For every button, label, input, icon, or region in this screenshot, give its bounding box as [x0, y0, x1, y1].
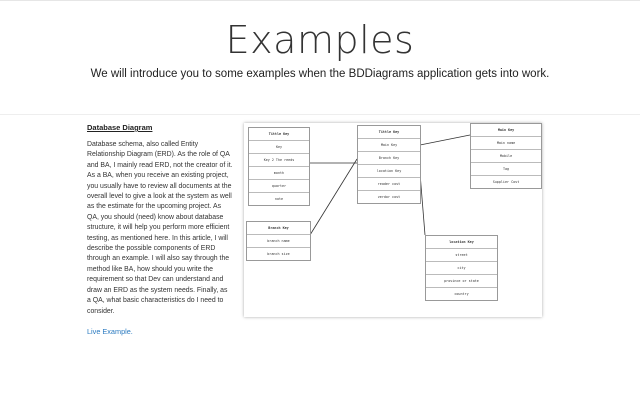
- entity-field: location Key: [358, 165, 420, 178]
- entity-field: Supplier Cost: [492, 180, 520, 184]
- entity-field: Key: [249, 141, 309, 154]
- hero: [0, 18, 640, 80]
- entity-field: verdor cost: [377, 195, 401, 199]
- page-subtitle: We will introduce you to some examples when the BDDiagrams application gets into work.: [90, 68, 550, 80]
- entity-field: Branch Key: [358, 152, 420, 165]
- entity-field: country: [454, 292, 469, 296]
- entity-header: Tittle Key: [358, 126, 420, 139]
- entity-field: Tag: [471, 163, 541, 176]
- entity-field: city: [426, 262, 497, 275]
- entity-field: Main Key: [358, 139, 420, 152]
- example-description: [87, 123, 233, 336]
- example-heading: Database Diagram: [87, 123, 153, 132]
- entity-header: Main Key: [471, 124, 541, 137]
- entity-field: month: [249, 167, 309, 180]
- entity-header: Branch Key: [247, 222, 310, 235]
- top-divider: [0, 0, 640, 1]
- entity-table[interactable]: [425, 235, 498, 301]
- example-section: [0, 114, 640, 401]
- erd-diagram: [244, 123, 542, 317]
- entity-field: province or state: [426, 275, 497, 288]
- entity-field: branch size: [267, 252, 290, 256]
- entity-field: branch name: [247, 235, 310, 248]
- entity-field: note: [274, 197, 284, 201]
- example-body: Database schema, also called Entity Relationship Diagram (ERD). As the role of QA and BA, I mainly read ERD, not the creator of it. As a BA, when you receive an existing project, you usually have to review all documents at the overall level to give a look at the system as well as the estimate for the upcoming project. As QA, you should (need) know about database structure, it will help you perform more efficient testing, as mentioned here. In this article, I will describe the possible components of ERD through an example. I will also say through the method like BA, how should you write the requirement so that Dev can understand and draw an ERD as the system needs. Finally, as a QA, what basic characteristics do I need to consider.: [87, 141, 233, 315]
- entity-header: Tittle Key: [249, 128, 309, 141]
- entity-field: Key 2 The reeds: [249, 154, 309, 167]
- entity-field: Main name: [471, 137, 541, 150]
- entity-header: location Key: [426, 236, 497, 249]
- entity-field: Mobile: [471, 150, 541, 163]
- entity-table[interactable]: [357, 125, 421, 204]
- entity-field: quarter: [249, 180, 309, 193]
- entity-field: street: [426, 249, 497, 262]
- entity-table[interactable]: [246, 221, 311, 261]
- entity-table[interactable]: [470, 123, 542, 189]
- relation-line: [310, 159, 357, 235]
- entity-table[interactable]: [248, 127, 310, 206]
- relation-line: [420, 135, 470, 145]
- page-title: Examples: [225, 18, 415, 62]
- entity-field: reader cost: [358, 178, 420, 191]
- live-example-link[interactable]: Live Example.: [87, 326, 133, 336]
